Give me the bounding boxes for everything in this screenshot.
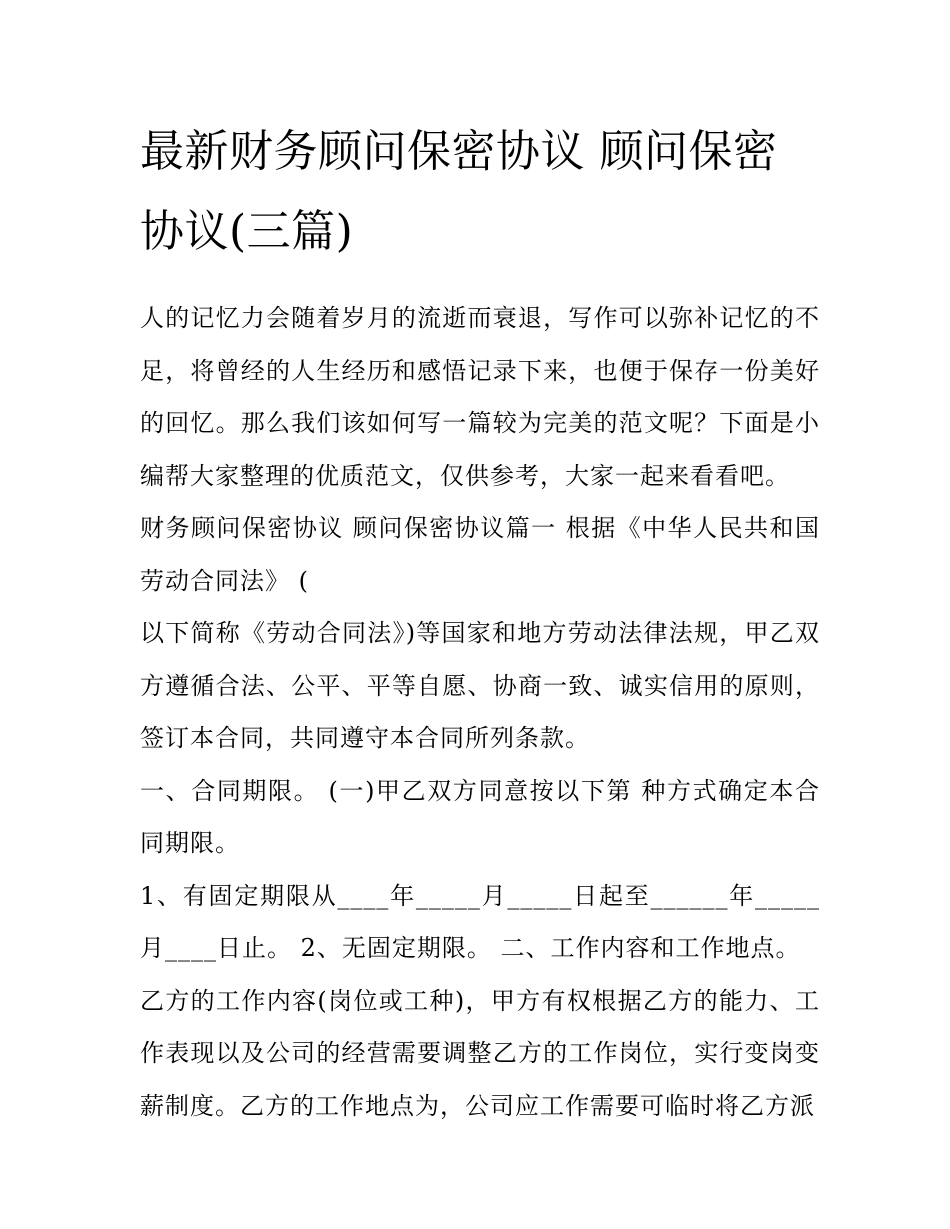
preamble-paragraph: 以下简称《劳动合同法》)等国家和地方劳动法律法规，甲乙双方遵循合法、公平、平等自愿、协商一致、诚实信用的原则，签订本合同，共同遵守本合同所列条款。	[140, 619, 820, 752]
section-heading-paragraph: 财务顾问保密协议 顾问保密协议篇一 根据《中华人民共和国劳动合同法》 (	[140, 514, 820, 595]
fixed-term-paragraph: 1、有固定期限从____年_____月_____日起至______年_____月____日止。 2、无固定期限。 二、工作内容和工作地点。	[140, 881, 820, 962]
document-title: 最新财务顾问保密协议 顾问保密协议(三篇)	[140, 126, 778, 257]
document-content	[140, 112, 820, 1132]
intro-paragraph: 人的记忆力会随着岁月的流逝而衰退，写作可以弥补记忆的不足，将曾经的人生经历和感悟记录下来，也便于保存一份美好的回忆。那么我们该如何写一篇较为完美的范文呢？下面是小编帮大家整理的优质范文，仅供参考，大家一起来看看吧。	[140, 304, 820, 490]
work-content-paragraph: 乙方的工作内容(岗位或工种)，甲方有权根据乙方的能力、工作表现以及公司的经营需要调整乙方的工作岗位，实行变岗变薪制度。乙方的工作地点为，公司应工作需要可临时将乙方派	[140, 986, 820, 1120]
contract-term-paragraph: 一、合同期限。 (一)甲乙双方同意按以下第 种方式确定本合同期限。	[140, 776, 820, 857]
document-body	[140, 292, 820, 1132]
